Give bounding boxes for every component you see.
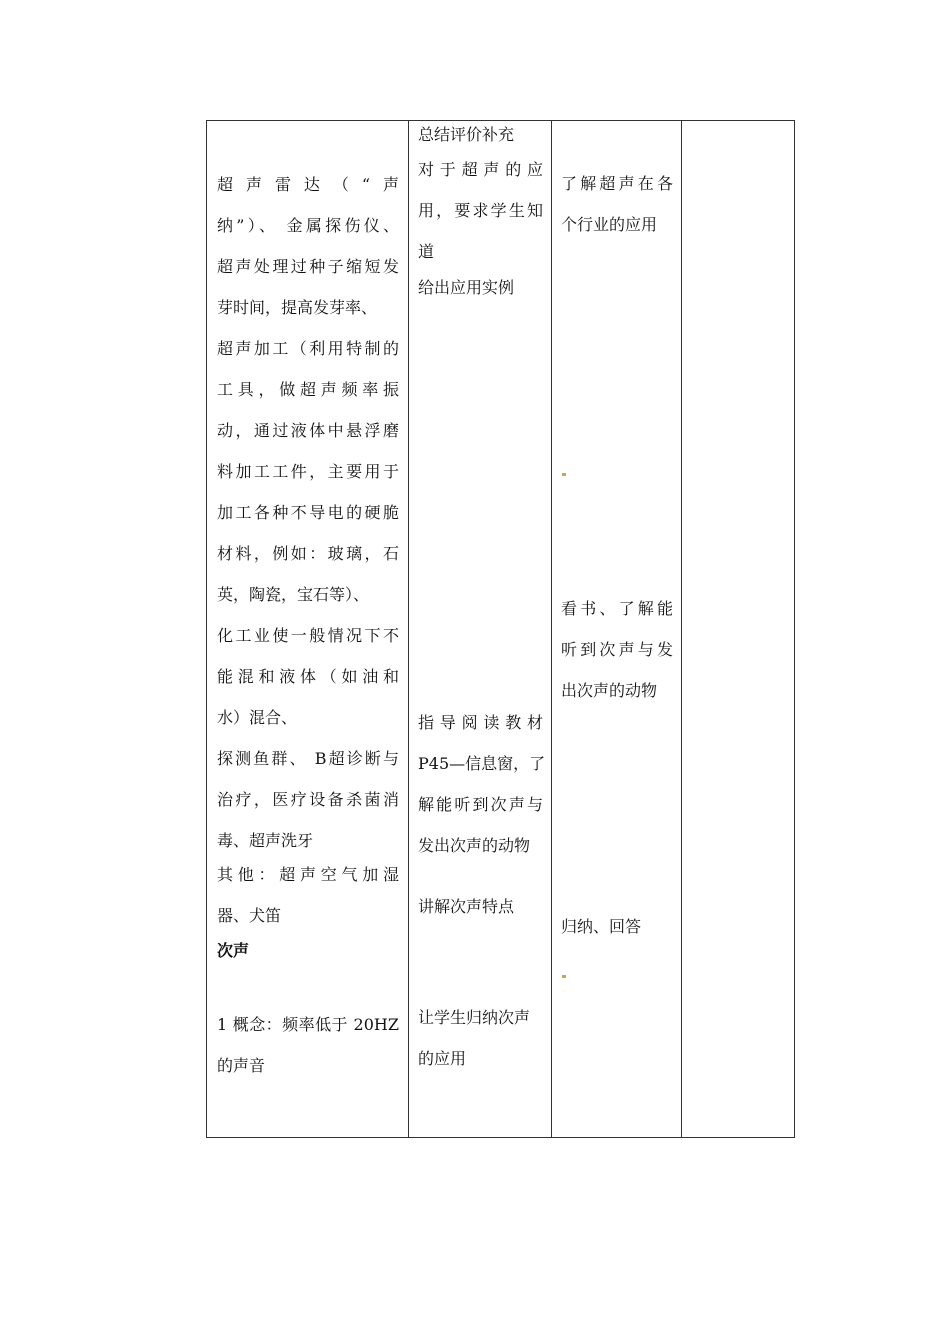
content-line: 1 概念：频率低于 20HZ — [217, 1015, 399, 1034]
activity-line: 给出应用实例 — [418, 278, 515, 297]
content-line: 其他：超声空气加湿 — [217, 865, 399, 884]
column-divider — [551, 121, 552, 1137]
student-line: 听到次声与发 — [561, 640, 673, 659]
content-line: 器、犬笛 — [217, 906, 282, 925]
content-line: 的声音 — [217, 1056, 266, 1075]
content-line: 料加工工件，主要用于 — [217, 462, 399, 481]
mark-artifact — [562, 473, 566, 476]
student-line: 了解超声在各 — [561, 174, 673, 193]
content-line: 超声加工（利用特制的 — [217, 339, 399, 358]
activity-line: 讲解次声特点 — [418, 897, 515, 916]
content-line: 动，通过液体中悬浮磨 — [217, 421, 399, 440]
activity-line: 让学生归纳次声 — [418, 1008, 531, 1027]
content-line: 水）混合、 — [217, 708, 298, 727]
lesson-table — [206, 120, 795, 1138]
activity-line: 的应用 — [418, 1049, 467, 1068]
content-line: 纳”）、 金属探伤仪、 — [217, 216, 399, 235]
activity-line: 总结评价补充 — [418, 125, 515, 144]
content-line: 毒、超声洗牙 — [217, 831, 314, 850]
activity-line: 发出次声的动物 — [418, 836, 531, 855]
content-line: 材料，例如：玻璃，石 — [217, 544, 399, 563]
content-line: 超声处理过种子缩短发 — [217, 257, 399, 276]
activity-line: 对于超声的应 — [418, 160, 543, 179]
activity-line: 用，要求学生知 — [418, 201, 543, 220]
activity-line: P45—信息窗，了 — [418, 754, 546, 773]
content-line: 英，陶瓷，宝石等）、 — [217, 585, 370, 604]
content-line: 能混和液体（如油和 — [217, 667, 399, 686]
activity-line: 解能听到次声与 — [418, 795, 543, 814]
student-line: 个行业的应用 — [561, 215, 658, 234]
content-line: 探测鱼群、 B超诊断与 — [217, 749, 399, 768]
section-heading: 次声 — [217, 941, 250, 960]
content-line: 超声雷达（“声 — [217, 175, 399, 194]
content-line: 化工业使一般情况下不 — [217, 626, 399, 645]
activity-line: 道 — [418, 242, 435, 261]
content-line: 工具，做超声频率振 — [217, 380, 399, 399]
content-line: 治疗，医疗设备杀菌消 — [217, 790, 399, 809]
activity-line: 指导阅读教材 — [418, 713, 543, 732]
notes-cell — [682, 121, 794, 1137]
content-line: 芽时间，提高发芽率、 — [217, 298, 378, 317]
student-line: 看书、了解能 — [561, 599, 673, 618]
student-activity-cell — [561, 121, 673, 1137]
student-line: 出次声的动物 — [561, 681, 658, 700]
teacher-activity-cell — [418, 121, 546, 1137]
mark-artifact — [562, 975, 566, 978]
column-divider — [408, 121, 409, 1137]
student-line: 归纳、回答 — [561, 917, 642, 936]
content-line: 加工各种不导电的硬脆 — [217, 503, 399, 522]
content-cell — [217, 121, 399, 1137]
